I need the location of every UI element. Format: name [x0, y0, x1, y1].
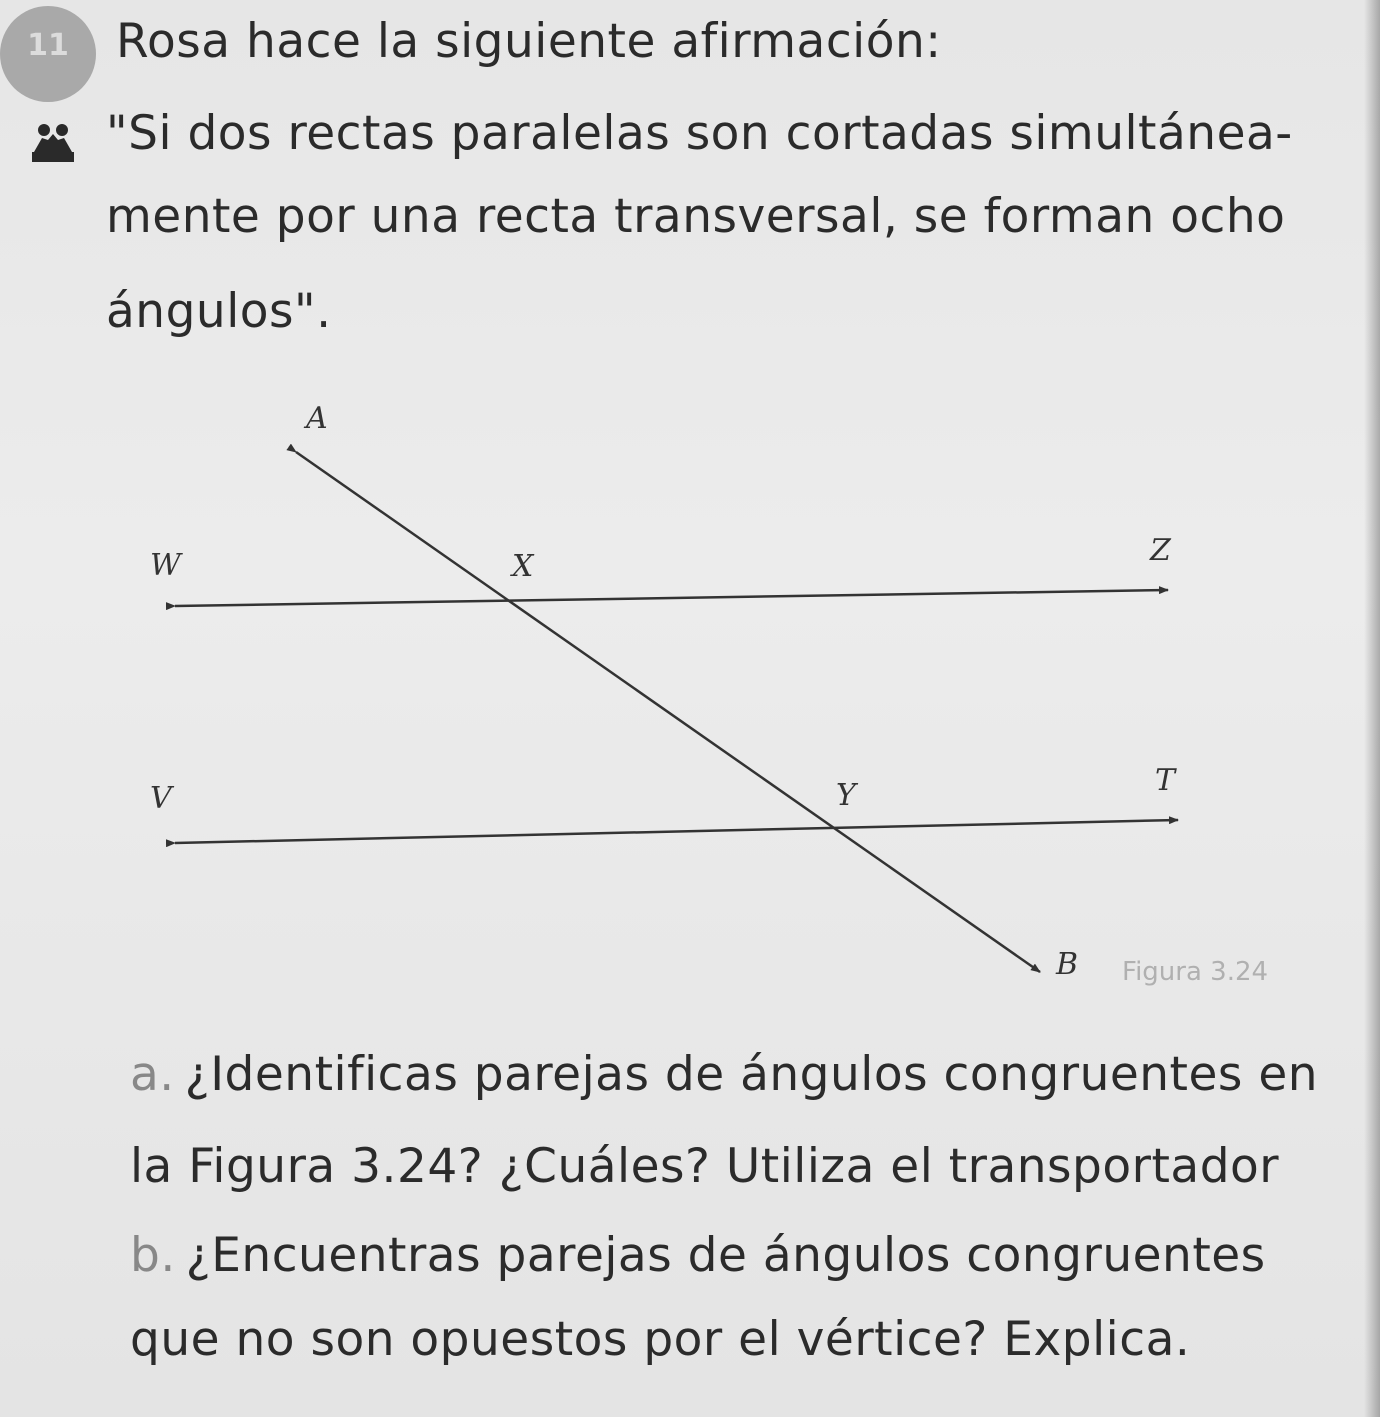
question-a-text-1: ¿Identificas parejas de ángulos congruentes en: [184, 1047, 1319, 1102]
quote-line-3: ángulos".: [106, 284, 332, 339]
point-label-b: B: [1056, 947, 1079, 982]
quote-line-2: mente por una recta transversal, se forman ocho: [106, 189, 1286, 244]
problem-number: 11: [27, 28, 69, 63]
team-work-icon: [30, 122, 76, 166]
point-label-a: A: [306, 401, 328, 436]
point-label-x: X: [512, 549, 534, 584]
quote-line-1: "Si dos rectas paralelas son cortadas simultánea-: [106, 106, 1293, 161]
question-b-line-1: [130, 1228, 1266, 1283]
line-vt: [175, 820, 1178, 843]
figure-caption: Figura 3.24: [1122, 957, 1269, 987]
question-b-marker: b.: [130, 1228, 176, 1283]
problem-prompt: Rosa hace la siguiente afirmación:: [116, 14, 942, 69]
point-label-t: T: [1155, 763, 1176, 798]
point-label-z: Z: [1150, 533, 1171, 568]
question-a-line-2: la Figura 3.24? ¿Cuáles? Utiliza el transportador: [130, 1139, 1280, 1194]
transversal-ab: [296, 452, 1040, 972]
point-label-v: V: [150, 781, 172, 816]
question-a-marker: a.: [130, 1047, 175, 1102]
question-a-line-1: [130, 1047, 1318, 1102]
figure-parallel-lines: [0, 380, 1380, 1020]
problem-number-badge: [0, 6, 96, 102]
question-b-line-2: que no son opuestos por el vértice? Explica.: [130, 1312, 1191, 1367]
question-b-text-1: ¿Encuentras parejas de ángulos congruentes: [185, 1228, 1266, 1283]
point-label-y: Y: [836, 778, 856, 813]
line-wz: [175, 590, 1168, 606]
point-label-w: W: [150, 548, 181, 583]
